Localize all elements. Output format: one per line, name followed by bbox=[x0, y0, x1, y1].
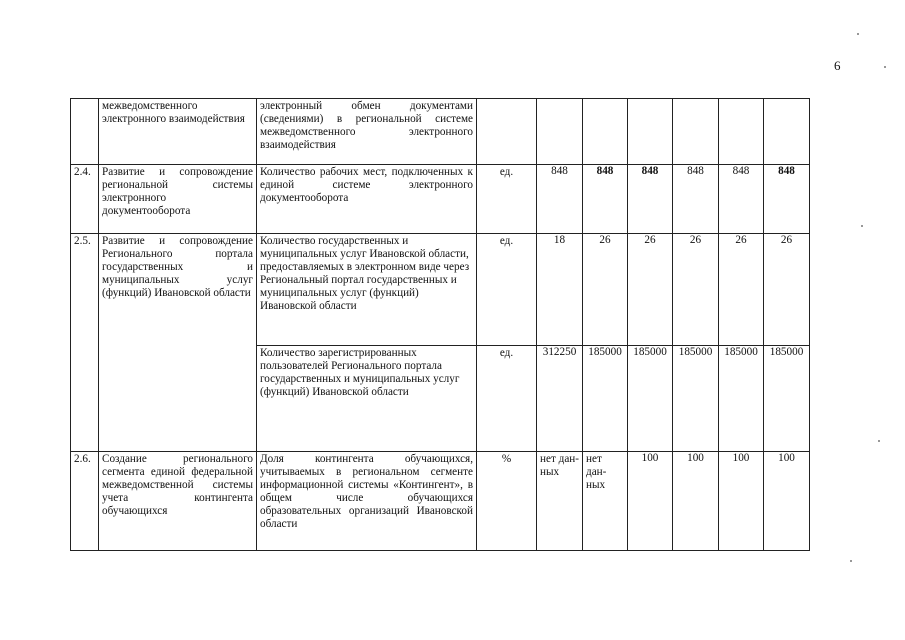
unit-cell: ед. bbox=[477, 234, 537, 346]
unit-cell: ед. bbox=[477, 346, 537, 452]
activity-name: Создание регионального сегмента единой федеральной межведомственной системы учета контингента обучающихся bbox=[99, 452, 257, 551]
value-cell: 848 bbox=[537, 165, 583, 234]
indicator-name: Количество рабочих мест, подключенных к единой системе электронного документооборота bbox=[257, 165, 477, 234]
value-cell: 848 bbox=[628, 165, 673, 234]
unit-cell: ед. bbox=[477, 165, 537, 234]
row-number: 2.5. bbox=[71, 234, 99, 452]
indicator-name: Количество государственных и муниципальных услуг Ивановской области, предоставляемых в электронном виде через Региональный портал государственных и муниципальных услуг (функций) Ивановской области bbox=[257, 234, 477, 346]
value-cell bbox=[764, 99, 810, 165]
indicator-name: электронный обмен документами (сведениями) в региональной системе межведомственного электронного взаимодействия bbox=[257, 99, 477, 165]
value-cell: 185000 bbox=[583, 346, 628, 452]
value-cell: 26 bbox=[583, 234, 628, 346]
value-cell: 848 bbox=[719, 165, 764, 234]
unit-cell: % bbox=[477, 452, 537, 551]
value-cell: 185000 bbox=[628, 346, 673, 452]
value-cell bbox=[628, 99, 673, 165]
scan-speck bbox=[861, 225, 863, 227]
indicator-name: Доля контингента обучающихся, учитываемых в региональном сегменте информационной системы «Контингент», в общем числе обучающихся образовательных организаций Ивановской области bbox=[257, 452, 477, 551]
value-cell: 848 bbox=[583, 165, 628, 234]
value-cell bbox=[673, 99, 719, 165]
value-cell: 26 bbox=[628, 234, 673, 346]
value-cell bbox=[583, 99, 628, 165]
value-cell: 312250 bbox=[537, 346, 583, 452]
value-cell: 100 bbox=[673, 452, 719, 551]
table-row bbox=[71, 234, 810, 346]
value-cell: 26 bbox=[673, 234, 719, 346]
scan-speck bbox=[878, 440, 880, 442]
scan-speck bbox=[850, 560, 852, 562]
activity-name: межведомственного электронного взаимодействия bbox=[99, 99, 257, 165]
page-number: 6 bbox=[834, 58, 841, 73]
activity-name: Развитие и сопровождение региональной системы электронного документооборота bbox=[99, 165, 257, 234]
value-cell: 185000 bbox=[764, 346, 810, 452]
value-cell bbox=[537, 99, 583, 165]
value-cell: 26 bbox=[719, 234, 764, 346]
value-cell bbox=[719, 99, 764, 165]
value-cell: 185000 bbox=[673, 346, 719, 452]
value-cell: 100 bbox=[764, 452, 810, 551]
table-row bbox=[71, 99, 810, 165]
indicators-table bbox=[70, 98, 810, 551]
value-cell: 848 bbox=[764, 165, 810, 234]
row-number: 2.4. bbox=[71, 165, 99, 234]
value-cell: 18 bbox=[537, 234, 583, 346]
value-cell: нет дан-ных bbox=[583, 452, 628, 551]
value-cell: 100 bbox=[628, 452, 673, 551]
unit-cell bbox=[477, 99, 537, 165]
value-cell: 848 bbox=[673, 165, 719, 234]
value-cell: нет дан-ных bbox=[537, 452, 583, 551]
scan-speck bbox=[857, 33, 859, 35]
indicator-name: Количество зарегистрированных пользователей Регионального портала государственных и муниципальных услуг (функций) Ивановской области bbox=[257, 346, 477, 452]
value-cell: 100 bbox=[719, 452, 764, 551]
row-number bbox=[71, 99, 99, 165]
scan-speck bbox=[884, 66, 886, 68]
table-row bbox=[71, 452, 810, 551]
value-cell: 26 bbox=[764, 234, 810, 346]
activity-name: Развитие и сопровождение Регионального портала государственных и муниципальных услуг (функций) Ивановской области bbox=[99, 234, 257, 452]
table-row bbox=[71, 165, 810, 234]
row-number: 2.6. bbox=[71, 452, 99, 551]
value-cell: 185000 bbox=[719, 346, 764, 452]
